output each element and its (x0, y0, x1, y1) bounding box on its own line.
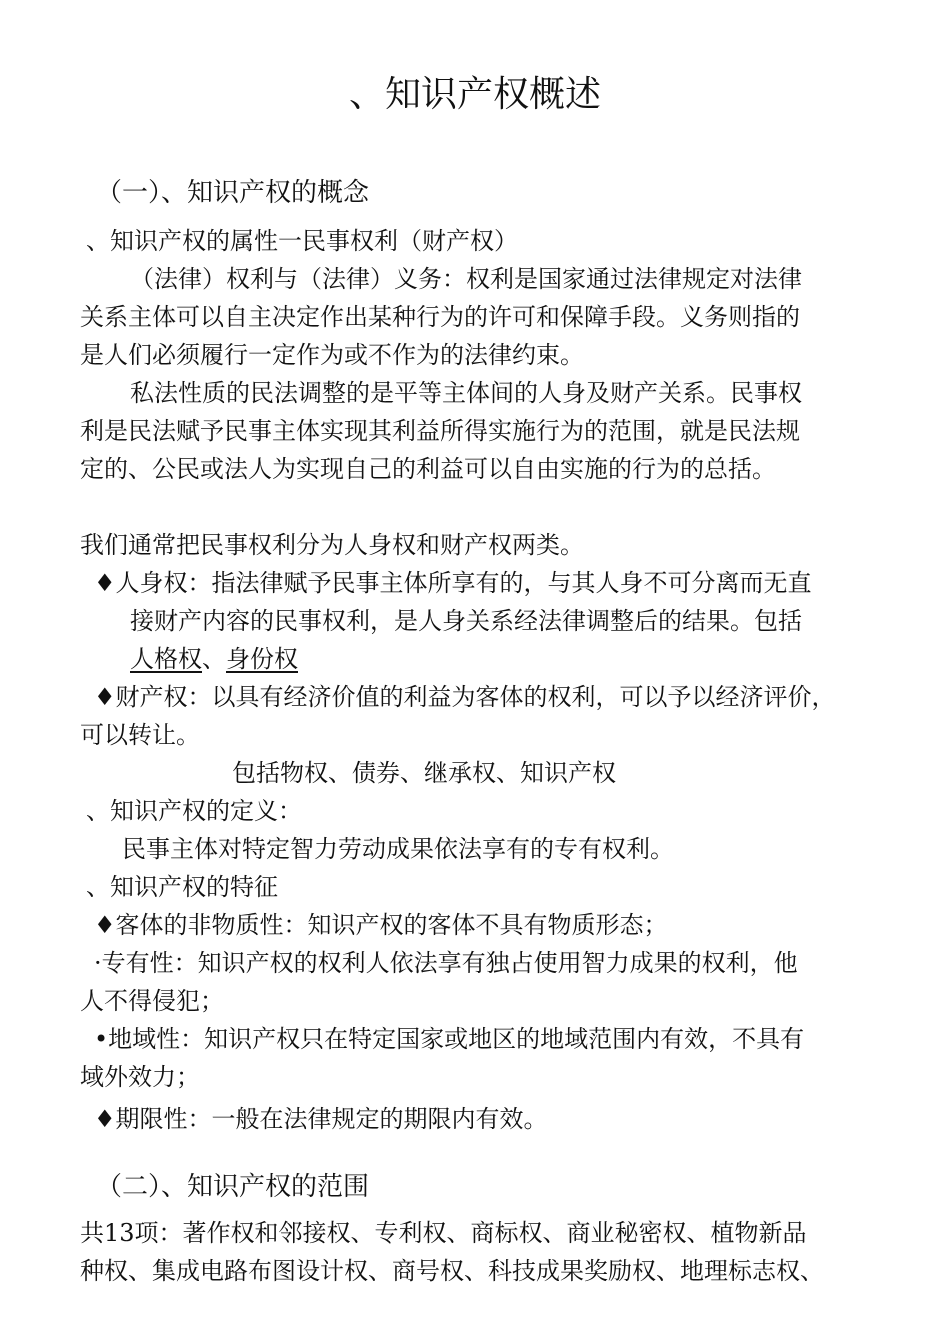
definition-heading: 、知识产权的定义： (86, 797, 302, 825)
section-heading-concept: （一）、知识产权的概念 (96, 178, 370, 208)
property-rights-item: 可以转让。 (80, 721, 200, 749)
paragraph-line: 利是民法赋予民事主体实现其利益所得实施行为的范围，就是民法规 (80, 417, 800, 445)
features-heading: 、知识产权的特征 (86, 873, 278, 901)
paragraph-line: 我们通常把民事权利分为人身权和财产权两类。 (80, 531, 584, 559)
paragraph-line: 共13项：著作权和邻接权、专利权、商标权、商业秘密权、植物新品 (80, 1219, 807, 1247)
separator: 、 (202, 645, 226, 673)
paragraph-line: （法律）权利与（法律）义务：权利是国家通过法律规定对法律 (130, 265, 802, 293)
identity-rights-link[interactable]: 身份权 (226, 645, 298, 673)
personal-rights-links (130, 640, 298, 678)
personal-rights-item: ♦人身权：指法律赋予民事主体所享有的，与其人身不可分离而无直 (94, 569, 812, 597)
feature-item: ·专有性：知识产权的权利人依法享有独占使用智力成果的权利，他 (94, 949, 798, 977)
paragraph-line: 种权、集成电路布图设计权、商号权、科技成果奖励权、地理标志权、 (80, 1257, 824, 1285)
personal-rights-item: 接财产内容的民事权利，是人身关系经法律调整后的结果。包括 (130, 607, 802, 635)
paragraph-line: 关系主体可以自主决定作出某种行为的许可和保障手段。义务则指的 (80, 303, 800, 331)
feature-item: 人不得侵犯； (80, 987, 224, 1015)
feature-item: ♦客体的非物质性：知识产权的客体不具有物质形态； (94, 911, 668, 939)
feature-item: 域外效力； (80, 1063, 200, 1091)
definition-text: 民事主体对特定智力劳动成果依法享有的专有权利。 (122, 835, 674, 863)
subheading-attribute: 、知识产权的属性一民事权利（财产权） (86, 227, 518, 255)
page-title: 、知识产权概述 (348, 74, 601, 115)
property-rights-item: ♦财产权：以具有经济价值的利益为客体的权利，可以予以经济评价， (94, 683, 836, 711)
property-include: 包括物权、债券、继承权、知识产权 (232, 759, 616, 787)
feature-item: •地域性：知识产权只在特定国家或地区的地域范围内有效，不具有 (94, 1025, 805, 1053)
paragraph-line: 是人们必须履行一定作为或不作为的法律约束。 (80, 341, 584, 369)
personality-rights-link[interactable]: 人格权 (130, 645, 202, 673)
paragraph-line: 定的、公民或法人为实现自己的利益可以自由实施的行为的总括。 (80, 455, 776, 483)
feature-item: ♦期限性：一般在法律规定的期限内有效。 (94, 1105, 548, 1133)
section-heading-scope: （二）、知识产权的范围 (96, 1172, 370, 1202)
paragraph-line: 私法性质的民法调整的是平等主体间的人身及财产关系。民事权 (130, 379, 802, 407)
